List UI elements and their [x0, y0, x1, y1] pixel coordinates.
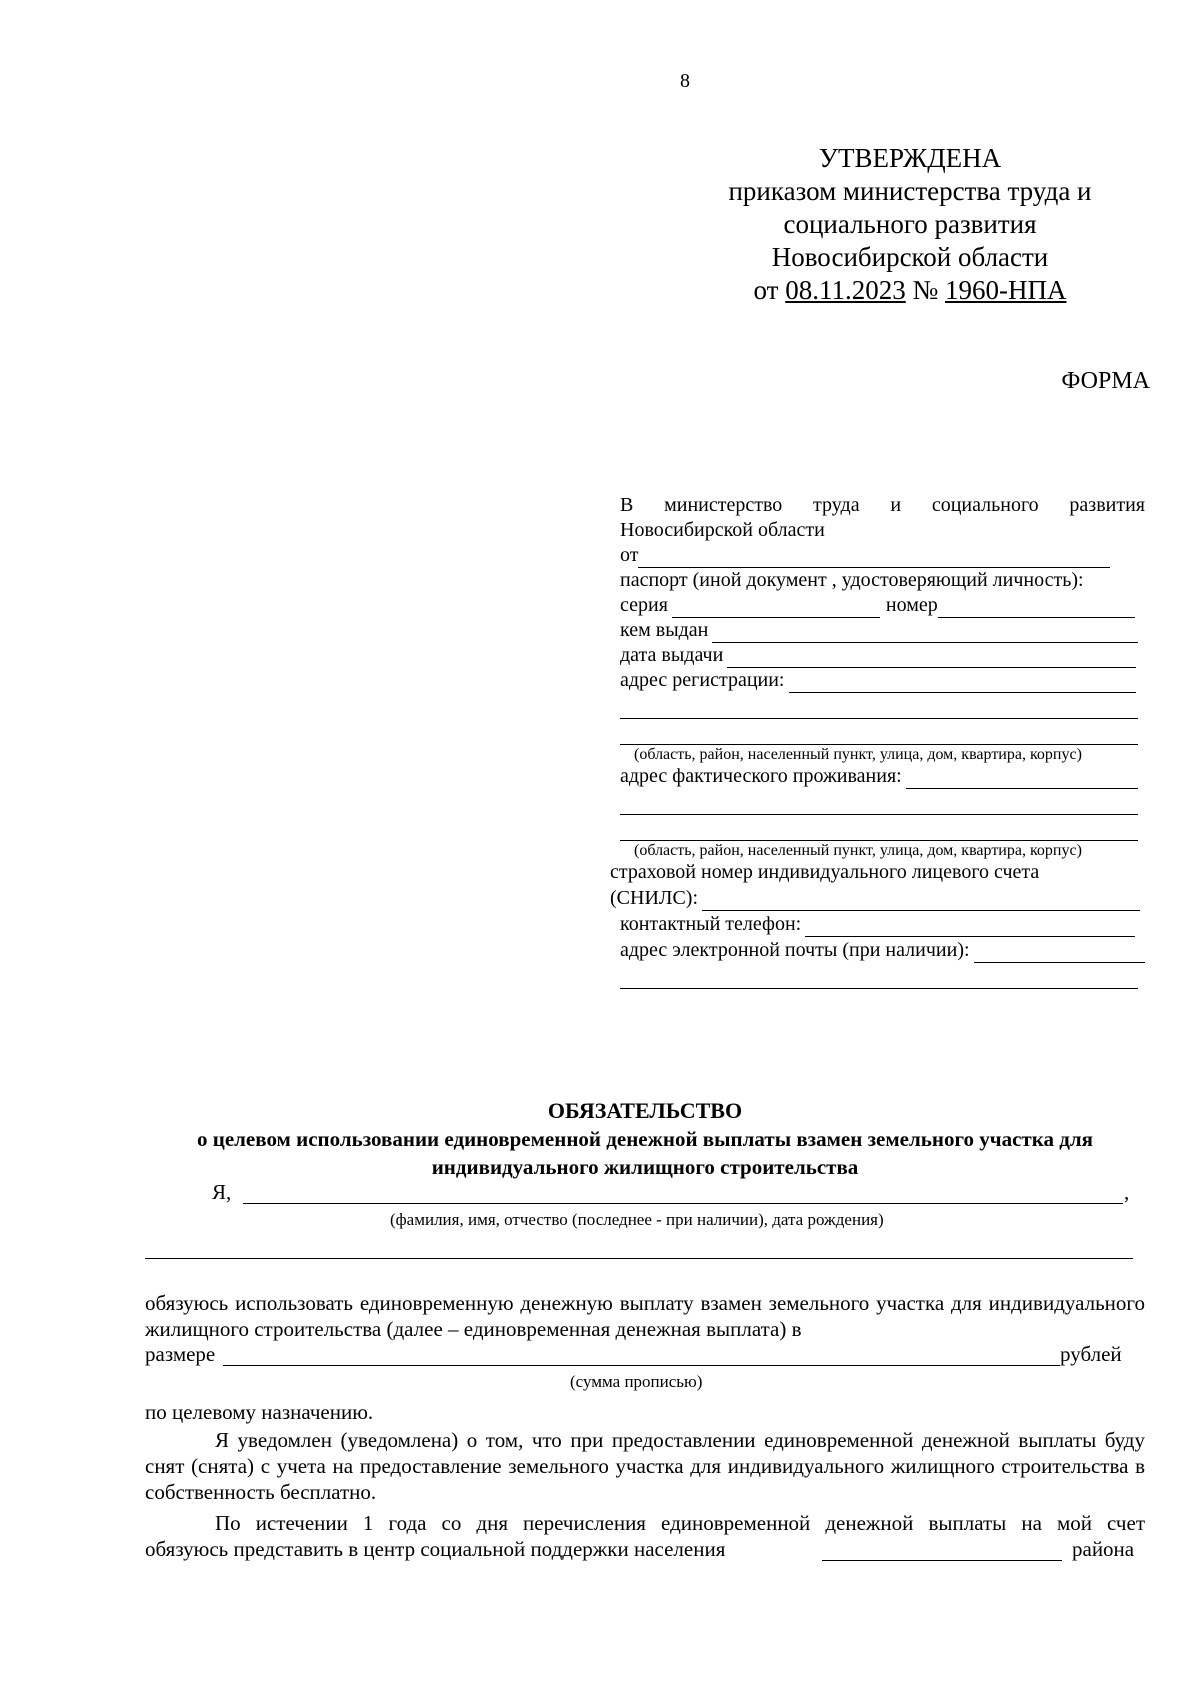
issued-by-row	[620, 618, 1138, 643]
i-label: Я,	[212, 1180, 232, 1204]
email-row	[620, 938, 1145, 963]
purpose-line: по целевому назначению.	[145, 1400, 374, 1424]
name-field[interactable]	[243, 1180, 1123, 1204]
passport-label: паспорт (иной документ , удостоверяющий личность):	[620, 569, 1084, 591]
from-row	[620, 543, 1110, 568]
paragraph-obligation-line1: По истечении 1 года со дня перечисления единовременной денежной выплаты на мой счет	[215, 1511, 1145, 1535]
issue-date-label: дата выдачи	[620, 644, 724, 666]
issue-date-field[interactable]	[727, 648, 1136, 668]
series-field[interactable]	[672, 598, 880, 618]
reg-address-row	[620, 668, 1136, 693]
actual-address-line[interactable]	[620, 840, 1138, 841]
email-field[interactable]	[974, 943, 1145, 963]
number-prefix: №	[912, 275, 939, 305]
document-title: ОБЯЗАТЕЛЬСТВО	[547, 1098, 743, 1123]
paragraph-notice: Я уведомлен (уведомлена) о том, что при предоставлении единовременной денежной выплаты буду снят (снята) с учета на предоставление земельного участка для индивидуального жилищного строительства в собственность бесплатно.	[145, 1428, 1145, 1504]
phone-label: контактный телефон:	[620, 913, 802, 935]
number-label: номер	[885, 594, 938, 616]
approval-line: социального развития	[783, 209, 1037, 239]
approval-heading: УТВЕРЖДЕНА	[818, 143, 1002, 173]
approval-date-line	[700, 274, 1120, 307]
actual-address-field[interactable]	[906, 769, 1138, 789]
date-prefix: от	[753, 275, 779, 305]
snils-row	[610, 886, 1140, 911]
form-label: ФОРМА	[1061, 368, 1150, 394]
snils-field[interactable]	[702, 891, 1140, 911]
actual-address-row	[620, 764, 1138, 789]
district-suffix: района	[1072, 1537, 1135, 1561]
approval-line: Новосибирской области	[771, 242, 1049, 272]
reg-address-line[interactable]	[620, 718, 1138, 719]
amount-hint: (сумма прописью)	[570, 1372, 703, 1391]
actual-address-label: адрес фактического проживания:	[620, 765, 902, 787]
amount-field[interactable]	[223, 1342, 1060, 1366]
name-hint: (фамилия, имя, отчество (последнее - при наличии), дата рождения)	[390, 1210, 884, 1229]
paragraph-obligation-line2: обязуюсь представить в центр социальной поддержки населения	[145, 1537, 726, 1561]
passport-number-field[interactable]	[938, 598, 1135, 618]
comma: ,	[1124, 1180, 1130, 1204]
snils-label: (СНИЛС):	[610, 887, 699, 909]
approval-block	[700, 142, 1120, 307]
email-label: адрес электронной почты (при наличии):	[620, 939, 970, 961]
phone-field[interactable]	[805, 917, 1135, 937]
addressee-line: В министерство труда и социального развития	[620, 494, 1145, 516]
reg-address-field[interactable]	[789, 673, 1137, 693]
reg-address-label: адрес регистрации:	[620, 669, 785, 691]
issue-date-row	[620, 643, 1136, 668]
amount-label: размере	[145, 1342, 216, 1366]
name-field-continuation[interactable]	[145, 1238, 1133, 1259]
paragraph-commitment: обязуюсь использовать единовременную денежную выплату взамен земельного участка для индивидуального жилищного строительства (далее – единовременная денежная выплата) в	[145, 1291, 1145, 1341]
issued-by-label: кем выдан	[620, 619, 709, 641]
approval-date: 08.11.2023	[785, 275, 906, 305]
address-hint: (область, район, населенный пункт, улица, дом, квартира, корпус)	[634, 842, 1082, 859]
from-label: от	[620, 544, 639, 566]
reg-address-line[interactable]	[620, 744, 1138, 745]
address-hint: (область, район, населенный пункт, улица, дом, квартира, корпус)	[634, 746, 1082, 763]
series-label: серия	[620, 594, 668, 616]
approval-number: 1960-НПА	[944, 275, 1067, 305]
phone-row	[620, 912, 1135, 937]
approval-line: приказом министерства труда и	[728, 176, 1092, 206]
rubles-label: рублей	[1060, 1342, 1122, 1366]
document-subtitle: о целевом использовании единовременной денежной выплаты взамен земельного участка для индивидуального жилищного строительства	[196, 1127, 1094, 1179]
snils-label: страховой номер индивидуального лицевого счета	[610, 861, 1040, 883]
addressee-line: Новосибирской области	[620, 519, 825, 541]
email-line[interactable]	[620, 988, 1138, 989]
issued-by-field[interactable]	[712, 623, 1138, 643]
from-field[interactable]	[638, 548, 1110, 568]
actual-address-line[interactable]	[620, 814, 1138, 815]
page-number: 8	[680, 70, 690, 92]
series-number-row	[620, 593, 1135, 618]
district-field[interactable]	[822, 1537, 1062, 1561]
